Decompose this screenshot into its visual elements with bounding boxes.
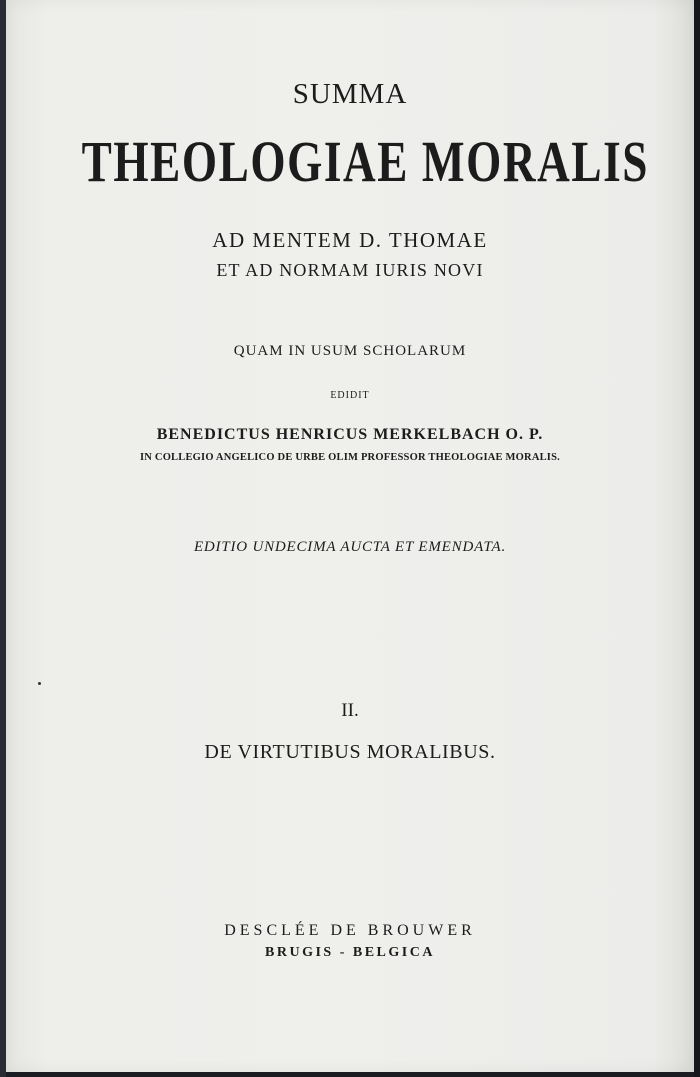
- edition-statement: EDITIO UNDECIMA AUCTA ET EMENDATA.: [193, 539, 507, 555]
- volume-number: II.: [341, 700, 359, 721]
- purpose-line: QUAM IN USUM SCHOLARUM: [233, 343, 467, 359]
- subtitle-et-normam: ET AD NORMAM IURIS NOVI: [216, 260, 484, 280]
- series-title: SUMMA: [292, 78, 408, 110]
- book-binding-edge-right: [694, 0, 700, 1077]
- volume-title: DE VIRTUTIBUS MORALIBUS.: [204, 741, 496, 763]
- publisher-name: DESCLÉE DE BROUWER: [224, 922, 476, 939]
- author-name: BENEDICTUS HENRICUS MERKELBACH O. P.: [156, 426, 544, 443]
- publisher-place: BRUGIS - BELGICA: [265, 945, 435, 960]
- title-page: [6, 0, 694, 1072]
- author-affiliation: IN COLLEGIO ANGELICO DE URBE OLIM PROFESSOR THEOLOGIAE MORALIS.: [140, 452, 560, 463]
- subtitle-ad-mentem: AD MENTEM D. THOMAE: [212, 228, 488, 252]
- main-title: THEOLOGIAE MORALIS: [81, 129, 649, 194]
- paper-speck: [38, 682, 41, 685]
- edidit-label: EDIDIT: [330, 390, 370, 401]
